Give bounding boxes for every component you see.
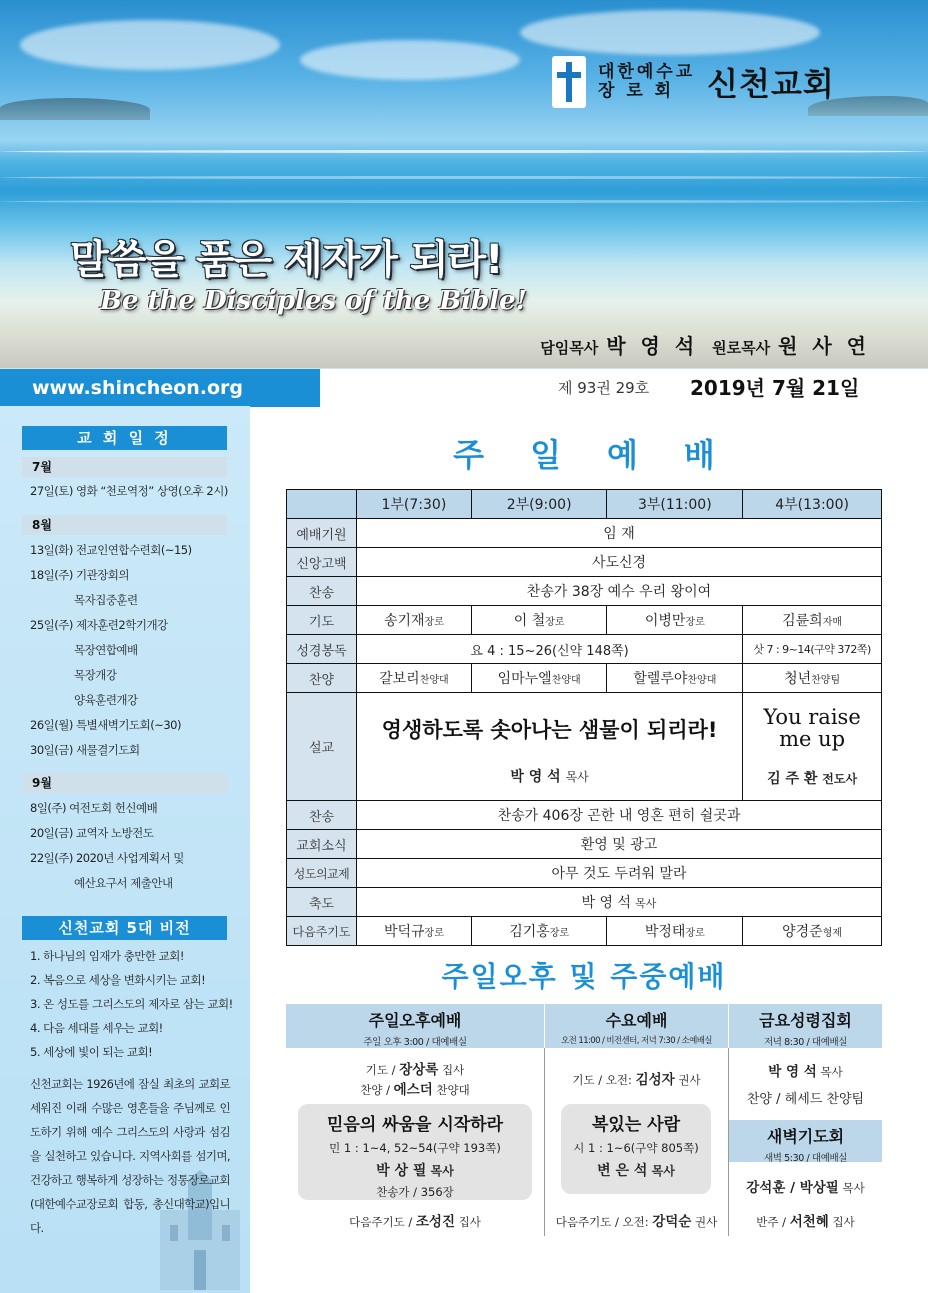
weekday-service-title: 주일오후 및 주중예배	[441, 960, 727, 993]
sunday-pm-sermon-title: 믿음의 싸움을 시작하라	[326, 1115, 504, 1135]
event-item: 20일(금) 교역자 노방전도	[30, 826, 154, 840]
event-item: 예산요구서 제출안내	[74, 876, 173, 890]
event-item: 13일(화) 전교인연합수련회(~15)	[30, 543, 192, 557]
vision-item: 3. 온 성도를 그리스도의 제자로 삼는 교회!	[30, 997, 233, 1011]
vision-title: 신천교회 5대 비전	[22, 916, 227, 940]
denomination: 대한예수교 장 로 회	[598, 62, 696, 101]
vision-item: 5. 세상에 빛이 되는 교회!	[30, 1045, 153, 1059]
next-prayer: 박덕규장로	[357, 917, 472, 946]
vision-item: 4. 다음 세대를 세우는 교회!	[30, 1021, 163, 1035]
wednesday-header: 수요예배 오전 11:00 / 비전센터, 저녁 7:30 / 소예배실	[545, 1004, 728, 1048]
row-label: 다음주기도	[287, 917, 357, 946]
info-bar	[0, 368, 928, 406]
service-header: 3부(11:00)	[607, 490, 743, 519]
wave	[0, 200, 928, 203]
sunday-pm-prayer: 기도 / 장상록 집사	[365, 1062, 465, 1078]
friday-preacher: 박 영 석 목사	[768, 1064, 843, 1080]
wave	[0, 150, 928, 153]
sunday-pm-hymn: 찬송가 / 356장	[376, 1185, 454, 1199]
row-label: 찬양	[287, 664, 357, 693]
month-label: 7월	[22, 457, 227, 477]
cross-icon	[552, 56, 586, 108]
church-news: 환영 및 광고	[357, 830, 882, 859]
benediction: 박 영 석 목사	[357, 888, 882, 917]
event-item: 22일(주) 2020년 사업계획서 및	[30, 851, 184, 865]
next-prayer: 박정태장로	[607, 917, 743, 946]
service-header: 1부(7:30)	[357, 490, 472, 519]
event-item: 양육훈련개강	[74, 693, 138, 707]
sunday-service-table	[286, 489, 882, 946]
slogan-english: Be the Disciples of the Bible!	[100, 286, 528, 316]
wednesday-column	[545, 1004, 728, 1236]
emeritus-pastor-name: 원 사 연	[778, 334, 870, 358]
row-label: 설교	[287, 693, 357, 801]
service-header: 4부(13:00)	[743, 490, 882, 519]
issue-date: 2019년 7월 21일	[690, 376, 860, 400]
church-logo	[552, 56, 835, 108]
sunday-pm-sermon-box	[298, 1104, 532, 1200]
sermon-main	[357, 693, 743, 801]
choir: 임마누엘찬양대	[471, 664, 607, 693]
volume-number: 제 93권 29호	[558, 379, 650, 397]
event-item: 25일(주) 제자훈련2학기개강	[30, 618, 168, 632]
month-label: 9월	[22, 773, 227, 793]
sunday-pm-scripture: 민 1 : 1~4, 52~54(구약 193쪽)	[329, 1141, 501, 1155]
event-item: 27일(토) 영화 “천로역정” 상영(오후 2시)	[30, 484, 228, 498]
slogan: 말씀을 품은 제자가 되라!	[70, 237, 503, 283]
schedule-title: 교 회 일 정	[22, 426, 227, 450]
sunday-service-title: 주일예배	[453, 436, 761, 474]
pastors-line: 담임목사 박 영 석 원로목사 원 사 연	[540, 334, 870, 358]
sunday-pm-column	[286, 1004, 544, 1236]
scripture-fourth: 삿 7 : 9~14(구약 372쪽)	[743, 635, 882, 664]
choir: 갈보리찬양대	[357, 664, 472, 693]
sermon-fourth	[743, 693, 882, 801]
senior-pastor-name: 박 영 석	[606, 334, 699, 358]
header-banner	[0, 0, 928, 368]
wednesday-sermon-title: 복있는 사람	[591, 1115, 681, 1135]
row-label: 찬송	[287, 801, 357, 830]
fellowship: 아무 것도 두려워 말라	[357, 859, 882, 888]
row-label: 교회소식	[287, 830, 357, 859]
month-label: 8월	[22, 515, 227, 535]
friday-accompanist: 반주 / 서천혜 집사	[756, 1214, 855, 1230]
friday-column	[729, 1004, 882, 1236]
sunday-pm-next-prayer: 다음주기도 / 조성진 집사	[349, 1214, 481, 1230]
next-prayer: 양경준형제	[743, 917, 882, 946]
wednesday-next-prayer: 다음주기도 / 오전: 강덕순 권사	[555, 1214, 718, 1230]
prayer-leader: 김륜희자매	[743, 606, 882, 635]
closing-hymn: 찬송가 406장 곤한 내 영혼 편히 쉴곳과	[357, 801, 882, 830]
island	[0, 98, 150, 120]
vision-item: 1. 하나님의 임재가 충만한 교회!	[30, 949, 185, 963]
sunday-pm-praise: 찬양 / 에스더 찬양대	[360, 1082, 470, 1098]
sermon-title-english: You raise me up	[763, 704, 861, 751]
vision-item: 2. 복음으로 세상을 변화시키는 교회!	[30, 973, 206, 987]
cloud	[520, 10, 820, 55]
row-label: 예배기원	[287, 519, 357, 548]
dawn-prayer-preachers: 강석훈 / 박상필 목사	[746, 1180, 865, 1196]
prayer-leader: 이 철장로	[471, 606, 607, 635]
event-item: 18일(주) 기관장회의	[30, 568, 130, 582]
event-item: 30일(금) 새물결기도회	[30, 743, 140, 757]
wave	[0, 176, 928, 179]
cloud	[300, 40, 520, 80]
wednesday-prayer: 기도 / 오전: 김성자 권사	[572, 1072, 701, 1088]
sunday-pm-header: 주일오후예배 주일 오후 3:00 / 대예배실	[286, 1004, 544, 1048]
row-label: 성도의교제	[287, 859, 357, 888]
sermon-preacher-fourth: 김 주 환 전도사	[767, 770, 858, 787]
prayer-leader: 송기재장로	[357, 606, 472, 635]
sermon-preacher: 박 영 석 목사	[510, 768, 589, 785]
row-label: 신앙고백	[287, 548, 357, 577]
table-corner	[287, 490, 357, 519]
wednesday-preacher: 변 은 석 목사	[597, 1163, 675, 1179]
call-to-worship: 임 재	[357, 519, 882, 548]
row-label: 찬송	[287, 577, 357, 606]
wednesday-scripture: 시 1 : 1~6(구약 805쪽)	[573, 1141, 699, 1155]
church-intro: 신천교회는 1926년에 잠실 최초의 교회로 세워진 이래 수많은 영혼들을 주님께로 인도하기 위해 예수 그리스도의 사랑과 섬김을 실천하고 있습니다. 지역사회를 섬기며, 건강하고 행복하게 성장하는 정통장로교회(대한예수교장로회 합동, 총신대학교)입니다.	[30, 1077, 230, 1235]
event-item: 8일(주) 여전도회 헌신예배	[30, 801, 158, 815]
sunday-pm-preacher: 박 상 필 목사	[376, 1163, 454, 1179]
choir: 할렐루야찬양대	[607, 664, 743, 693]
row-label: 성경봉독	[287, 635, 357, 664]
opening-hymn: 찬송가 38장 예수 우리 왕이여	[357, 577, 882, 606]
service-header: 2부(9:00)	[471, 490, 607, 519]
row-label: 축도	[287, 888, 357, 917]
church-name: 신천교회	[707, 65, 835, 103]
event-item: 목자집중훈련	[74, 593, 138, 607]
event-item: 목장개강	[74, 668, 117, 682]
row-label: 기도	[287, 606, 357, 635]
event-item: 목장연합예배	[74, 643, 138, 657]
wednesday-sermon-box	[561, 1104, 711, 1194]
cloud	[20, 20, 280, 70]
dawn-prayer-header: 새벽기도회 새벽 5:30 / 대예배실	[729, 1120, 882, 1162]
website-link[interactable]: www.shincheon.org	[0, 369, 320, 407]
sermon-title: 영생하도록 솟아나는 샘물이 되리라!	[381, 717, 718, 742]
creed: 사도신경	[357, 548, 882, 577]
friday-praise: 찬양 / 헤세드 찬양팀	[746, 1092, 865, 1107]
scripture-main: 요 4 : 15~26(신약 148쪽)	[357, 635, 743, 664]
next-prayer: 김기홍장로	[471, 917, 607, 946]
friday-header: 금요성령집회 저녁 8:30 / 대예배실	[729, 1004, 882, 1048]
weekday-services	[286, 1004, 882, 1236]
choir: 청년찬양팀	[743, 664, 882, 693]
event-item: 26일(월) 특별새벽기도회(~30)	[30, 718, 181, 732]
prayer-leader: 이병만장로	[607, 606, 743, 635]
